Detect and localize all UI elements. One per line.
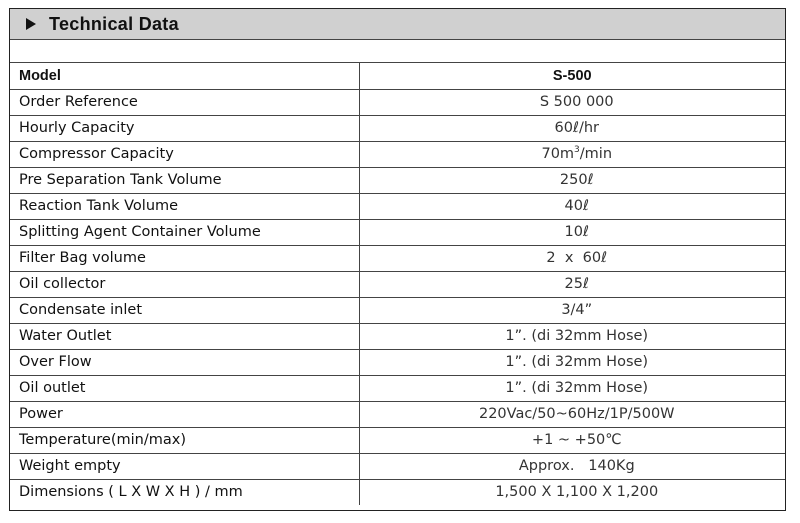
row-value: 2 x 60ℓ (359, 245, 785, 271)
table-row (10, 115, 785, 141)
row-label: Over Flow (10, 349, 359, 375)
row-value: 1”. (di 32mm Hose) (359, 323, 785, 349)
blank-row (10, 40, 785, 63)
table-row (10, 427, 785, 453)
section-title: Technical Data (49, 13, 179, 34)
row-value (359, 141, 785, 167)
row-value: 60ℓ/hr (359, 115, 785, 141)
table-row (10, 193, 785, 219)
row-label: Power (10, 401, 359, 427)
row-value: 3/4” (359, 297, 785, 323)
row-value: 1,500 X 1,100 X 1,200 (359, 479, 785, 505)
table-row (10, 297, 785, 323)
row-label: Water Outlet (10, 323, 359, 349)
table-row (10, 479, 785, 505)
row-value: 40ℓ (359, 193, 785, 219)
row-value: 220Vac/50~60Hz/1P/500W (359, 401, 785, 427)
table-row (10, 375, 785, 401)
table-row (10, 323, 785, 349)
row-label: Weight empty (10, 453, 359, 479)
row-value: 10ℓ (359, 219, 785, 245)
row-value: 1”. (di 32mm Hose) (359, 349, 785, 375)
row-value: Approx. 140Kg (359, 453, 785, 479)
table-row (10, 453, 785, 479)
value-unit: /min (579, 146, 613, 162)
row-label: Dimensions ( L X W X H ) / mm (10, 479, 359, 505)
row-label: Oil collector (10, 271, 359, 297)
table-row (10, 167, 785, 193)
table-row (10, 245, 785, 271)
table-row (10, 401, 785, 427)
table-row (10, 141, 785, 167)
table-row (10, 89, 785, 115)
header-model-value: S-500 (359, 63, 785, 89)
row-value: 25ℓ (359, 271, 785, 297)
row-label: Hourly Capacity (10, 115, 359, 141)
table-row (10, 219, 785, 245)
row-label: Oil outlet (10, 375, 359, 401)
row-label: Temperature(min/max) (10, 427, 359, 453)
row-label: Reaction Tank Volume (10, 193, 359, 219)
technical-data-panel (9, 8, 786, 511)
row-value: 1”. (di 32mm Hose) (359, 375, 785, 401)
row-value: 250ℓ (359, 167, 785, 193)
row-value: S 500 000 (359, 89, 785, 115)
row-value: +1 ~ +50℃ (359, 427, 785, 453)
row-label: Condensate inlet (10, 297, 359, 323)
spec-table (10, 63, 785, 505)
value-superscript: 3 (574, 145, 580, 156)
table-row (10, 271, 785, 297)
section-title-bar (10, 9, 785, 40)
play-triangle-icon (26, 18, 36, 30)
table-header-row (10, 63, 785, 89)
row-label: Order Reference (10, 89, 359, 115)
row-label: Filter Bag volume (10, 245, 359, 271)
row-label: Pre Separation Tank Volume (10, 167, 359, 193)
row-label: Splitting Agent Container Volume (10, 219, 359, 245)
value-main: 70m (541, 146, 575, 162)
header-label: Model (10, 63, 359, 89)
row-label: Compressor Capacity (10, 141, 359, 167)
table-row (10, 349, 785, 375)
